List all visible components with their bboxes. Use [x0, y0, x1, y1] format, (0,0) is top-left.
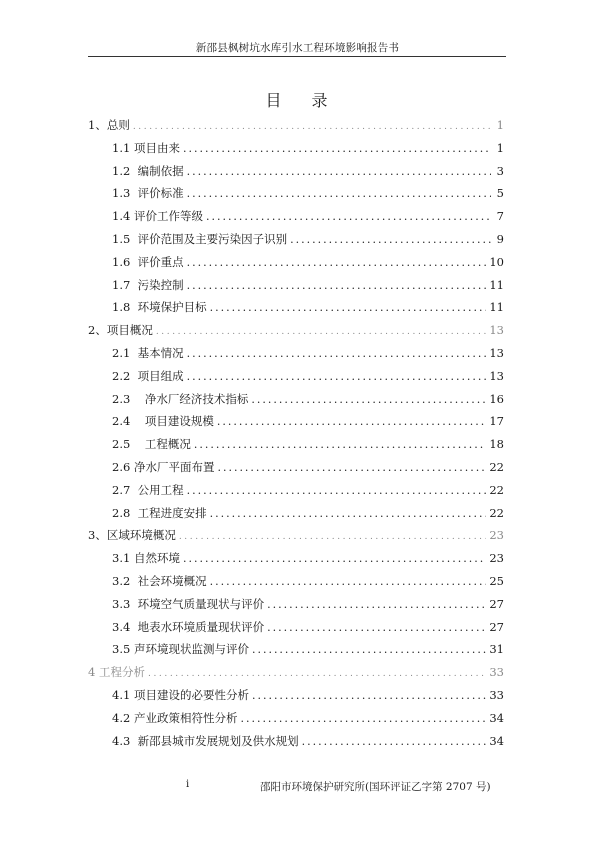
toc-entry-label: 1.8 环境保护目标	[112, 300, 207, 315]
toc-dot-leader	[133, 116, 491, 138]
toc-entry-page: 9	[496, 232, 504, 246]
toc-entry-label: 1.5 评价范围及主要污染因子识别	[112, 232, 288, 246]
toc-dot-leader	[302, 731, 487, 753]
toc-section-entry[interactable]	[112, 456, 504, 478]
toc-section-entry[interactable]	[112, 547, 504, 569]
toc-section-entry[interactable]	[112, 160, 504, 182]
toc-section-entry[interactable]	[112, 433, 504, 455]
toc-entry-page: 10	[489, 254, 504, 269]
toc-entry-page: 7	[496, 209, 504, 224]
toc-entry-page: 22	[489, 482, 504, 497]
toc-entry-page: 27	[489, 619, 504, 634]
toc-entry-label: 1.2 编制依据	[112, 163, 184, 178]
toc-entry-page: 5	[496, 186, 504, 201]
toc-dot-leader	[187, 343, 487, 365]
toc-section-entry[interactable]	[112, 593, 504, 615]
toc-section-entry[interactable]	[112, 479, 504, 501]
toc-entry-page: 23	[489, 528, 504, 543]
toc-entry-page: 13	[489, 346, 504, 360]
toc-entry-page: 13	[489, 368, 504, 383]
toc-entry-label: 3.5 声环境现状监测与评价	[112, 642, 249, 657]
toc-dot-leader	[148, 663, 486, 685]
toc-entry-page: 33	[489, 688, 504, 702]
toc-section-entry[interactable]	[112, 388, 504, 410]
toc-title-char: 目	[265, 91, 284, 110]
toc-dot-leader	[179, 526, 487, 548]
toc-section-entry[interactable]	[112, 410, 504, 432]
toc-dot-leader	[210, 571, 487, 593]
toc-dot-leader	[252, 685, 486, 707]
toc-entry-label: 4.3 新邵县城市发展规划及供水规划	[112, 733, 299, 748]
toc-dot-leader	[267, 617, 486, 639]
toc-entry-label: 4 工程分析	[88, 665, 145, 680]
toc-dot-leader	[187, 480, 487, 502]
toc-section-entry[interactable]	[112, 502, 504, 524]
toc-entry-label: 3、区域环境概况	[88, 528, 176, 543]
toc-entry-label: 2.7 公用工程	[112, 482, 184, 497]
toc-entry-label: 1.3 评价标准	[112, 186, 184, 201]
toc-entry-page: 34	[489, 733, 504, 748]
footer-organization: 邵阳市环境保护研究所(国环评证乙字第 2707 号)	[260, 781, 491, 793]
toc-entry-label: 2.8 工程进度安排	[112, 505, 207, 520]
toc-entry-label: 2.6 净水厂平面布置	[112, 460, 215, 474]
toc-section-entry[interactable]	[112, 707, 504, 729]
toc-entry-page: 34	[489, 710, 504, 725]
page-header-title: 新邵县枫树坑水库引水工程环境影响报告书	[195, 42, 400, 54]
toc-section-entry[interactable]	[112, 570, 504, 592]
toc-dot-leader	[267, 594, 486, 616]
toc-section-entry[interactable]	[112, 228, 504, 250]
toc-dot-leader	[183, 548, 486, 570]
toc-section-entry[interactable]	[112, 251, 504, 273]
footer-page-number: i	[186, 779, 190, 790]
toc-entry-label: 4.2 产业政策相符性分析	[112, 710, 238, 725]
toc-entry-label: 2.5 工程概况	[112, 437, 191, 452]
toc-entry-label: 2.1 基本情况	[112, 346, 184, 360]
toc-entry-page: 1	[496, 140, 504, 155]
toc-entry-label: 1.6 评价重点	[112, 254, 184, 269]
toc-dot-leader	[156, 321, 487, 343]
toc-section-entry[interactable]	[112, 616, 504, 638]
toc-dot-leader	[187, 161, 491, 183]
toc-entry-page: 1	[496, 118, 504, 132]
toc-dot-leader	[210, 297, 487, 319]
toc-dot-leader	[194, 434, 486, 456]
toc-section-entry[interactable]	[112, 296, 504, 318]
toc-entry-label: 3.3 环境空气质量现状与评价	[112, 596, 265, 611]
toc-dot-leader	[240, 708, 486, 730]
toc-title	[0, 88, 595, 111]
toc-entry-page: 23	[489, 551, 504, 566]
toc-entry-page: 13	[489, 323, 504, 338]
toc-entry-label: 1.4 评价工作等级	[112, 209, 203, 224]
toc-entry-label: 1.7 污染控制	[112, 277, 184, 292]
toc-entry-page: 11	[489, 300, 504, 315]
toc-dot-leader	[187, 275, 487, 297]
toc-entry-label: 2、项目概况	[88, 323, 153, 338]
toc-section-entry[interactable]	[112, 274, 504, 296]
toc-entry-page: 11	[489, 277, 504, 292]
toc-section-entry[interactable]	[112, 730, 504, 752]
toc-section-entry[interactable]	[112, 684, 504, 706]
toc-section-entry[interactable]	[112, 205, 504, 227]
toc-entry-page: 31	[489, 642, 504, 657]
toc-chapter-entry[interactable]	[88, 661, 504, 683]
toc-title-char: 录	[311, 91, 330, 110]
toc-entry-label: 2.3 净水厂经济技术指标	[112, 391, 249, 406]
toc-entry-label: 2.4 项目建设规模	[112, 414, 214, 429]
toc-entry-label: 3.1 自然环境	[112, 551, 180, 566]
toc-entry-page: 27	[489, 596, 504, 611]
toc-entry-page: 16	[489, 391, 504, 406]
toc-dot-leader	[217, 457, 486, 479]
toc-entry-label: 3.4 地表水环境质量现状评价	[112, 619, 265, 634]
toc-chapter-entry[interactable]	[88, 524, 504, 546]
toc-chapter-entry[interactable]	[88, 114, 504, 136]
header-rule	[88, 56, 506, 57]
toc-section-entry[interactable]	[112, 638, 504, 660]
toc-dot-leader	[251, 389, 486, 411]
toc-dot-leader	[210, 503, 487, 525]
toc-dot-leader	[187, 366, 487, 388]
toc-section-entry[interactable]	[112, 137, 504, 159]
toc-section-entry[interactable]	[112, 342, 504, 364]
toc-entry-page: 33	[489, 665, 504, 680]
toc-entry-label: 4.1 项目建设的必要性分析	[112, 688, 249, 702]
toc-entry-page: 18	[489, 437, 504, 452]
toc-dot-leader	[252, 639, 486, 661]
toc-dot-leader	[290, 229, 491, 251]
toc-entry-label: 2.2 项目组成	[112, 368, 184, 383]
toc-entry-label: 1.1 项目由来	[112, 140, 180, 155]
toc-entry-page: 22	[489, 505, 504, 520]
toc-entry-page: 25	[489, 574, 504, 588]
toc-dot-leader	[187, 252, 487, 274]
toc-dot-leader	[187, 183, 491, 205]
toc-section-entry[interactable]	[112, 365, 504, 387]
toc-dot-leader	[183, 138, 491, 160]
toc-section-entry[interactable]	[112, 182, 504, 204]
toc-entry-page: 22	[489, 460, 504, 474]
toc-entry-label: 1、总则	[88, 118, 130, 132]
toc-dot-leader	[206, 206, 491, 228]
toc-entry-page: 17	[489, 414, 504, 429]
toc-dot-leader	[217, 411, 486, 433]
toc-chapter-entry[interactable]	[88, 319, 504, 341]
toc-entry-page: 3	[496, 163, 504, 178]
toc-entry-label: 3.2 社会环境概况	[112, 574, 207, 588]
